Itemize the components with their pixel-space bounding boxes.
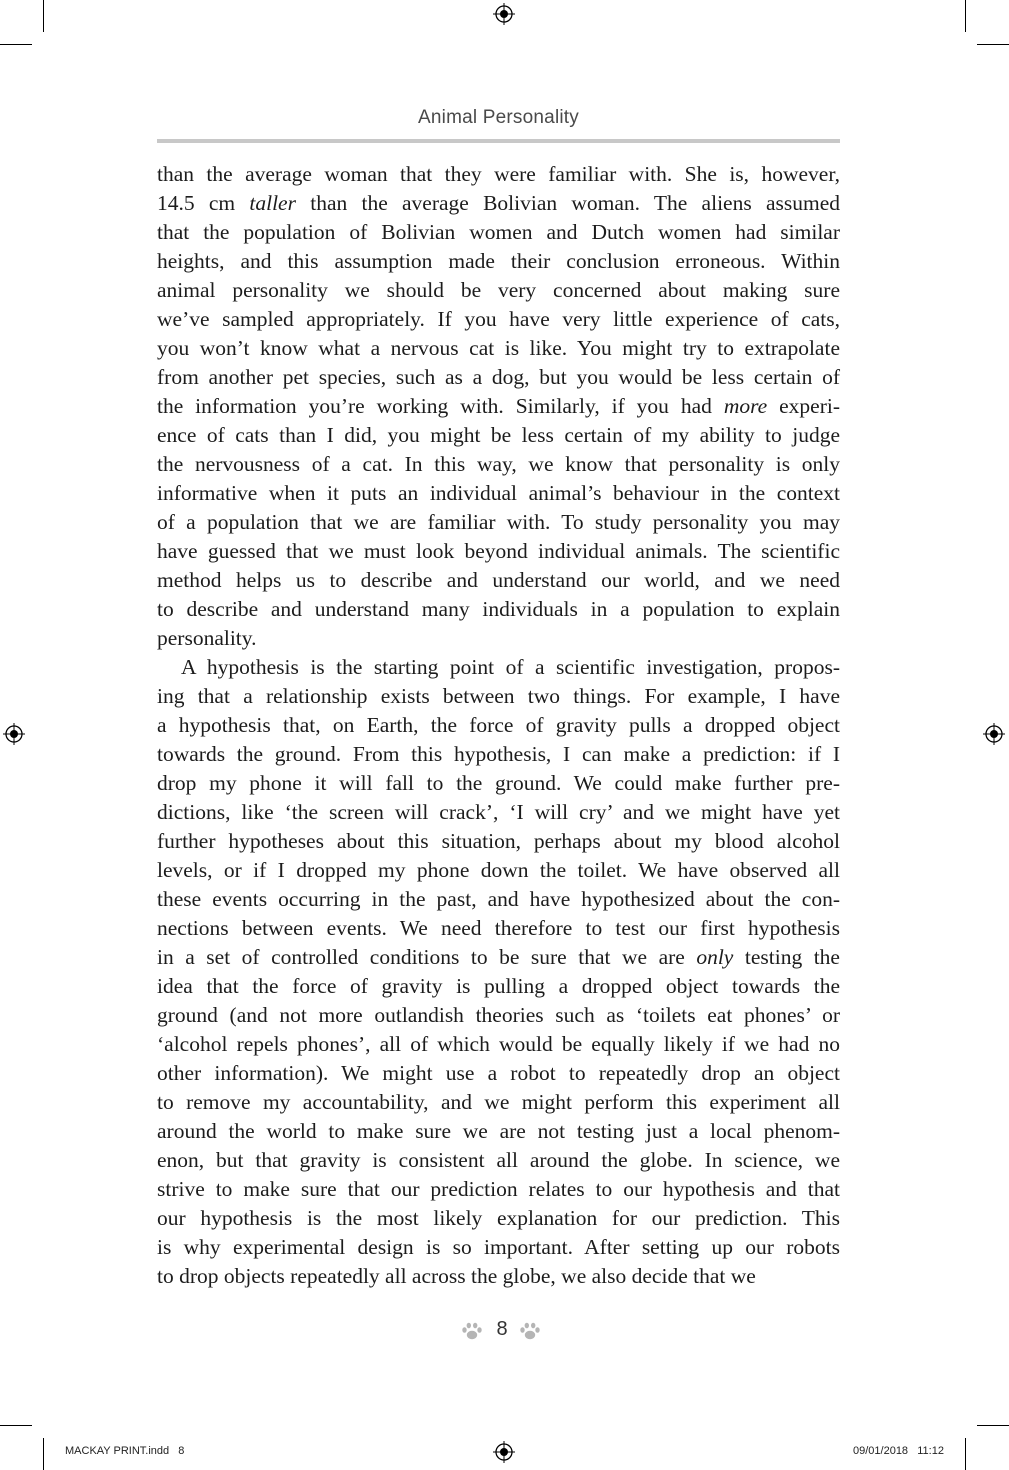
- emphasis: taller: [249, 191, 296, 215]
- registration-mark-icon: [3, 723, 25, 745]
- text-line: than the average woman that they were familiar with. She is, however,: [157, 162, 840, 186]
- text-line: that the population of Bolivian women and Dutch women had similar: [157, 220, 840, 244]
- text-line: our hypothesis is the most likely explanation for our prediction. This: [157, 1206, 840, 1230]
- registration-mark-icon: [493, 3, 515, 25]
- text-line: levels, or if I dropped my phone down the toilet. We have observed all: [157, 858, 840, 882]
- text-line: to describe and understand many individuals in a population to explain: [157, 597, 840, 621]
- text-line: nections between events. We need therefore to test our first hypothesis: [157, 916, 840, 940]
- text-line: towards the ground. From this hypothesis, I can make a prediction: if I: [157, 742, 840, 766]
- text-line: from another pet species, such as a dog, but you would be less certain of: [157, 365, 840, 389]
- crop-mark-top-left-horizontal: [0, 44, 32, 45]
- crop-mark-bottom-left-vertical: [43, 1438, 44, 1470]
- text-line: A hypothesis is the starting point of a scientific investigation, propos-: [181, 655, 840, 679]
- paw-print-icon: [461, 1321, 483, 1341]
- text-line: around the world to make sure we are not testing just a local phenom-: [157, 1119, 840, 1143]
- text-line: animal personality we should be very concerned about making sure: [157, 278, 840, 302]
- text-line: ing that a relationship exists between two things. For example, I have: [157, 684, 840, 708]
- text-line: personality.: [157, 626, 257, 650]
- text-line: ground (and not more outlandish theories such as ‘toilets eat phones’ or: [157, 1003, 840, 1027]
- text-line: informative when it puts an individual animal’s behaviour in the context: [157, 481, 840, 505]
- text-line: drop my phone it will fall to the ground. We could make further pre-: [157, 771, 840, 795]
- paragraph: [157, 653, 840, 1291]
- emphasis: more: [723, 394, 768, 418]
- text-line: strive to make sure that our prediction relates to our hypothesis and that: [157, 1177, 840, 1201]
- text-line: we’ve sampled appropriately. If you have very little experience of cats,: [157, 307, 840, 331]
- crop-mark-bottom-left-horizontal: [0, 1425, 32, 1426]
- text-line: to drop objects repeatedly all across the globe, we also decide that we: [157, 1264, 756, 1288]
- text-line: idea that the force of gravity is pulling a dropped object towards the: [157, 974, 840, 998]
- registration-mark-icon: [983, 723, 1005, 745]
- crop-mark-top-right-vertical: [965, 0, 966, 32]
- running-head: Animal Personality: [418, 107, 579, 128]
- text-line: ence of cats than I did, you might be less certain of my ability to judge: [157, 423, 840, 447]
- text-line: is why experimental design is so important. After setting up our robots: [157, 1235, 840, 1259]
- header-rule: [157, 139, 840, 143]
- crop-mark-bottom-right-vertical: [965, 1438, 966, 1470]
- text-line: further hypotheses about this situation, perhaps about my blood alcohol: [157, 829, 840, 853]
- paw-print-icon: [519, 1321, 541, 1341]
- folio: [457, 1318, 547, 1341]
- crop-mark-top-left-vertical: [43, 0, 44, 32]
- page-number: 8: [496, 1318, 508, 1340]
- slug-file-name: MACKAY PRINT.indd 8: [65, 1445, 185, 1457]
- text-line: enon, but that gravity is consistent all around the globe. In science, we: [157, 1148, 840, 1172]
- text-line: you won’t know what a nervous cat is like. You might try to extrapolate: [157, 336, 840, 360]
- text-line: dictions, like ‘the screen will crack’, ‘I will cry’ and we might have yet: [157, 800, 840, 824]
- text-line: these events occurring in the past, and have hypothesized about the con-: [157, 887, 840, 911]
- text-line: ‘alcohol repels phones’, all of which would be equally likely if we had no: [157, 1032, 840, 1056]
- text-line: to remove my accountability, and we might perform this experiment all: [157, 1090, 840, 1114]
- text-line: of a population that we are familiar with. To study personality you may: [157, 510, 840, 534]
- crop-mark-bottom-right-horizontal: [977, 1425, 1009, 1426]
- paragraph: [157, 160, 840, 653]
- registration-mark-icon: [493, 1441, 515, 1463]
- text-line: method helps us to describe and understand our world, and we need: [157, 568, 840, 592]
- text-line: the nervousness of a cat. In this way, we know that personality is only: [157, 452, 840, 476]
- emphasis: only: [696, 945, 734, 969]
- text-line: 14.5 cm taller than the average Bolivian woman. The aliens assumed: [157, 191, 840, 215]
- crop-mark-top-right-horizontal: [977, 44, 1009, 45]
- text-line: a hypothesis that, on Earth, the force of gravity pulls a dropped object: [157, 713, 840, 737]
- text-line: other information). We might use a robot to repeatedly drop an object: [157, 1061, 840, 1085]
- text-line: heights, and this assumption made their conclusion erroneous. Within: [157, 249, 840, 273]
- slug-date-time: 09/01/2018 11:12: [853, 1445, 944, 1457]
- text-line: have guessed that we must look beyond individual animals. The scientific: [157, 539, 840, 563]
- text-line: in a set of controlled conditions to be sure that we are only testing the: [157, 945, 840, 969]
- body-text: [157, 160, 840, 1291]
- text-line: the information you’re working with. Similarly, if you had more experi-: [157, 394, 840, 418]
